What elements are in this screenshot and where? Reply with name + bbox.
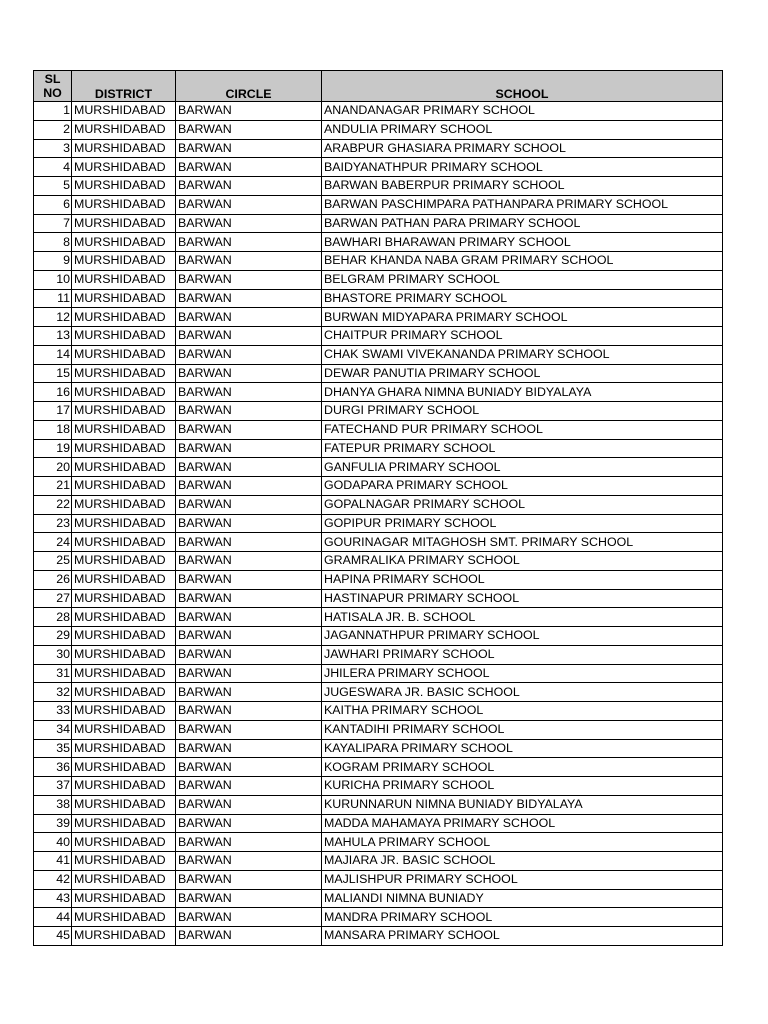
sl-no-cell: 12 (34, 308, 72, 327)
table-row (34, 852, 723, 871)
table-row (34, 439, 723, 458)
school-cell: KURUNNARUN NIMNA BUNIADY BIDYALAYA (322, 795, 723, 814)
table-row (34, 570, 723, 589)
district-cell: MURSHIDABAD (72, 833, 176, 852)
sl-no-cell: 22 (34, 495, 72, 514)
circle-cell: BARWAN (176, 402, 322, 421)
sl-no-cell: 11 (34, 289, 72, 308)
table-row (34, 927, 723, 946)
table-row (34, 458, 723, 477)
table-row (34, 308, 723, 327)
header-school: SCHOOL (322, 71, 723, 102)
school-cell: HATISALA JR. B. SCHOOL (322, 608, 723, 627)
sl-no-cell: 30 (34, 645, 72, 664)
school-cell: BARWAN PASCHIMPARA PATHANPARA PRIMARY SCHOOL (322, 195, 723, 214)
district-cell: MURSHIDABAD (72, 720, 176, 739)
sl-no-cell: 19 (34, 439, 72, 458)
school-cell: MANDRA PRIMARY SCHOOL (322, 908, 723, 927)
circle-cell: BARWAN (176, 683, 322, 702)
sl-no-cell: 17 (34, 402, 72, 421)
table-body (34, 102, 723, 946)
district-cell: MURSHIDABAD (72, 158, 176, 177)
table-row (34, 552, 723, 571)
district-cell: MURSHIDABAD (72, 533, 176, 552)
district-cell: MURSHIDABAD (72, 739, 176, 758)
school-cell: HAPINA PRIMARY SCHOOL (322, 570, 723, 589)
circle-cell: BARWAN (176, 177, 322, 196)
school-cell: BARWAN BABERPUR PRIMARY SCHOOL (322, 177, 723, 196)
district-cell: MURSHIDABAD (72, 608, 176, 627)
district-cell: MURSHIDABAD (72, 439, 176, 458)
circle-cell: BARWAN (176, 495, 322, 514)
table-row (34, 889, 723, 908)
district-cell: MURSHIDABAD (72, 402, 176, 421)
sl-no-cell: 44 (34, 908, 72, 927)
school-cell: BAWHARI BHARAWAN PRIMARY SCHOOL (322, 233, 723, 252)
sl-no-cell: 41 (34, 852, 72, 871)
circle-cell: BARWAN (176, 758, 322, 777)
sl-no-cell: 24 (34, 533, 72, 552)
circle-cell: BARWAN (176, 702, 322, 721)
school-cell: MAHULA PRIMARY SCHOOL (322, 833, 723, 852)
table-row (34, 158, 723, 177)
school-cell: ANANDANAGAR PRIMARY SCHOOL (322, 102, 723, 121)
school-cell: KAYALIPARA PRIMARY SCHOOL (322, 739, 723, 758)
circle-cell: BARWAN (176, 908, 322, 927)
school-cell: JHILERA PRIMARY SCHOOL (322, 664, 723, 683)
header-district: DISTRICT (72, 71, 176, 102)
sl-no-cell: 35 (34, 739, 72, 758)
sl-no-cell: 16 (34, 383, 72, 402)
district-cell: MURSHIDABAD (72, 477, 176, 496)
sl-no-cell: 25 (34, 552, 72, 571)
district-cell: MURSHIDABAD (72, 289, 176, 308)
sl-no-cell: 8 (34, 233, 72, 252)
school-cell: FATECHAND PUR PRIMARY SCHOOL (322, 420, 723, 439)
school-cell: GOPIPUR PRIMARY SCHOOL (322, 514, 723, 533)
sl-no-cell: 37 (34, 777, 72, 796)
district-cell: MURSHIDABAD (72, 814, 176, 833)
sl-no-cell: 26 (34, 570, 72, 589)
circle-cell: BARWAN (176, 439, 322, 458)
table-row (34, 739, 723, 758)
sl-no-cell: 34 (34, 720, 72, 739)
table-row (34, 533, 723, 552)
school-cell: MAJLISHPUR PRIMARY SCHOOL (322, 870, 723, 889)
school-cell: BARWAN PATHAN PARA PRIMARY SCHOOL (322, 214, 723, 233)
circle-cell: BARWAN (176, 664, 322, 683)
table-row (34, 589, 723, 608)
table-row (34, 777, 723, 796)
sl-no-cell: 3 (34, 139, 72, 158)
district-cell: MURSHIDABAD (72, 120, 176, 139)
district-cell: MURSHIDABAD (72, 627, 176, 646)
circle-cell: BARWAN (176, 889, 322, 908)
table-row (34, 345, 723, 364)
sl-no-cell: 5 (34, 177, 72, 196)
district-cell: MURSHIDABAD (72, 383, 176, 402)
district-cell: MURSHIDABAD (72, 270, 176, 289)
circle-cell: BARWAN (176, 777, 322, 796)
circle-cell: BARWAN (176, 589, 322, 608)
circle-cell: BARWAN (176, 139, 322, 158)
school-cell: BEHAR KHANDA NABA GRAM PRIMARY SCHOOL (322, 252, 723, 271)
district-cell: MURSHIDABAD (72, 102, 176, 121)
school-cell: BELGRAM PRIMARY SCHOOL (322, 270, 723, 289)
table-row (34, 814, 723, 833)
district-cell: MURSHIDABAD (72, 852, 176, 871)
circle-cell: BARWAN (176, 552, 322, 571)
sl-no-cell: 43 (34, 889, 72, 908)
sl-no-cell: 28 (34, 608, 72, 627)
circle-cell: BARWAN (176, 195, 322, 214)
table-row (34, 120, 723, 139)
table-row (34, 870, 723, 889)
district-cell: MURSHIDABAD (72, 589, 176, 608)
district-cell: MURSHIDABAD (72, 908, 176, 927)
district-cell: MURSHIDABAD (72, 233, 176, 252)
sl-no-cell: 27 (34, 589, 72, 608)
circle-cell: BARWAN (176, 458, 322, 477)
sl-no-cell: 9 (34, 252, 72, 271)
table-row (34, 177, 723, 196)
table-row (34, 795, 723, 814)
sl-no-cell: 40 (34, 833, 72, 852)
sl-no-cell: 10 (34, 270, 72, 289)
school-cell: MAJIARA JR. BASIC SCHOOL (322, 852, 723, 871)
school-cell: JAGANNATHPUR PRIMARY SCHOOL (322, 627, 723, 646)
sl-no-cell: 23 (34, 514, 72, 533)
school-cell: JAWHARI PRIMARY SCHOOL (322, 645, 723, 664)
district-cell: MURSHIDABAD (72, 345, 176, 364)
header-sl-no-line1: SL (44, 72, 61, 86)
table-row (34, 139, 723, 158)
sl-no-cell: 42 (34, 870, 72, 889)
school-cell: BURWAN MIDYAPARA PRIMARY SCHOOL (322, 308, 723, 327)
circle-cell: BARWAN (176, 120, 322, 139)
circle-cell: BARWAN (176, 270, 322, 289)
school-cell: KANTADIHI PRIMARY SCHOOL (322, 720, 723, 739)
sl-no-cell: 36 (34, 758, 72, 777)
sl-no-cell: 32 (34, 683, 72, 702)
header-circle: CIRCLE (176, 71, 322, 102)
circle-cell: BARWAN (176, 833, 322, 852)
table-row (34, 195, 723, 214)
school-cell: HASTINAPUR PRIMARY SCHOOL (322, 589, 723, 608)
sl-no-cell: 31 (34, 664, 72, 683)
circle-cell: BARWAN (176, 345, 322, 364)
school-cell: GOPALNAGAR PRIMARY SCHOOL (322, 495, 723, 514)
table-row (34, 364, 723, 383)
circle-cell: BARWAN (176, 870, 322, 889)
district-cell: MURSHIDABAD (72, 327, 176, 346)
circle-cell: BARWAN (176, 570, 322, 589)
table-row (34, 608, 723, 627)
table-row (34, 214, 723, 233)
district-cell: MURSHIDABAD (72, 195, 176, 214)
circle-cell: BARWAN (176, 102, 322, 121)
sl-no-cell: 14 (34, 345, 72, 364)
header-row (34, 71, 723, 102)
district-cell: MURSHIDABAD (72, 870, 176, 889)
circle-cell: BARWAN (176, 233, 322, 252)
table-row (34, 270, 723, 289)
table-row (34, 252, 723, 271)
circle-cell: BARWAN (176, 927, 322, 946)
school-list-table (33, 70, 723, 946)
circle-cell: BARWAN (176, 420, 322, 439)
school-cell: CHAITPUR PRIMARY SCHOOL (322, 327, 723, 346)
sl-no-cell: 1 (34, 102, 72, 121)
header-sl-no (34, 71, 72, 102)
circle-cell: BARWAN (176, 533, 322, 552)
sl-no-cell: 6 (34, 195, 72, 214)
circle-cell: BARWAN (176, 645, 322, 664)
sl-no-cell: 4 (34, 158, 72, 177)
school-cell: KURICHA PRIMARY SCHOOL (322, 777, 723, 796)
district-cell: MURSHIDABAD (72, 495, 176, 514)
school-cell: DEWAR PANUTIA PRIMARY SCHOOL (322, 364, 723, 383)
school-cell: JUGESWARA JR. BASIC SCHOOL (322, 683, 723, 702)
district-cell: MURSHIDABAD (72, 420, 176, 439)
circle-cell: BARWAN (176, 514, 322, 533)
circle-cell: BARWAN (176, 214, 322, 233)
sl-no-cell: 38 (34, 795, 72, 814)
district-cell: MURSHIDABAD (72, 308, 176, 327)
circle-cell: BARWAN (176, 814, 322, 833)
sl-no-cell: 33 (34, 702, 72, 721)
table-row (34, 102, 723, 121)
school-cell: KOGRAM PRIMARY SCHOOL (322, 758, 723, 777)
school-cell: ANDULIA PRIMARY SCHOOL (322, 120, 723, 139)
circle-cell: BARWAN (176, 852, 322, 871)
sl-no-cell: 20 (34, 458, 72, 477)
district-cell: MURSHIDABAD (72, 795, 176, 814)
header-sl-no-line2: NO (43, 86, 62, 100)
table-row (34, 289, 723, 308)
district-cell: MURSHIDABAD (72, 758, 176, 777)
table-row (34, 383, 723, 402)
district-cell: MURSHIDABAD (72, 177, 176, 196)
district-cell: MURSHIDABAD (72, 214, 176, 233)
school-cell: GRAMRALIKA PRIMARY SCHOOL (322, 552, 723, 571)
sl-no-cell: 39 (34, 814, 72, 833)
school-cell: DURGI PRIMARY SCHOOL (322, 402, 723, 421)
circle-cell: BARWAN (176, 252, 322, 271)
circle-cell: BARWAN (176, 364, 322, 383)
district-cell: MURSHIDABAD (72, 458, 176, 477)
table-row (34, 495, 723, 514)
table-row (34, 664, 723, 683)
table-row (34, 402, 723, 421)
sl-no-cell: 7 (34, 214, 72, 233)
circle-cell: BARWAN (176, 477, 322, 496)
school-cell: GOURINAGAR MITAGHOSH SMT. PRIMARY SCHOOL (322, 533, 723, 552)
school-cell: CHAK SWAMI VIVEKANANDA PRIMARY SCHOOL (322, 345, 723, 364)
sl-no-cell: 2 (34, 120, 72, 139)
school-cell: BHASTORE PRIMARY SCHOOL (322, 289, 723, 308)
district-cell: MURSHIDABAD (72, 664, 176, 683)
school-cell: ARABPUR GHASIARA PRIMARY SCHOOL (322, 139, 723, 158)
circle-cell: BARWAN (176, 739, 322, 758)
table-row (34, 627, 723, 646)
table-row (34, 683, 723, 702)
district-cell: MURSHIDABAD (72, 252, 176, 271)
table-header (34, 71, 723, 102)
table-row (34, 645, 723, 664)
sl-no-cell: 45 (34, 927, 72, 946)
circle-cell: BARWAN (176, 608, 322, 627)
district-cell: MURSHIDABAD (72, 683, 176, 702)
circle-cell: BARWAN (176, 795, 322, 814)
sl-no-cell: 15 (34, 364, 72, 383)
sl-no-cell: 18 (34, 420, 72, 439)
district-cell: MURSHIDABAD (72, 777, 176, 796)
district-cell: MURSHIDABAD (72, 139, 176, 158)
district-cell: MURSHIDABAD (72, 570, 176, 589)
circle-cell: BARWAN (176, 158, 322, 177)
table-row (34, 477, 723, 496)
table-row (34, 420, 723, 439)
school-cell: DHANYA GHARA NIMNA BUNIADY BIDYALAYA (322, 383, 723, 402)
sl-no-cell: 21 (34, 477, 72, 496)
school-cell: KAITHA PRIMARY SCHOOL (322, 702, 723, 721)
circle-cell: BARWAN (176, 383, 322, 402)
table-row (34, 908, 723, 927)
table-row (34, 514, 723, 533)
circle-cell: BARWAN (176, 720, 322, 739)
district-cell: MURSHIDABAD (72, 927, 176, 946)
table-row (34, 327, 723, 346)
table-row (34, 233, 723, 252)
school-cell: MANSARA PRIMARY SCHOOL (322, 927, 723, 946)
table-row (34, 702, 723, 721)
school-cell: MALIANDI NIMNA BUNIADY (322, 889, 723, 908)
district-cell: MURSHIDABAD (72, 645, 176, 664)
circle-cell: BARWAN (176, 627, 322, 646)
district-cell: MURSHIDABAD (72, 889, 176, 908)
circle-cell: BARWAN (176, 327, 322, 346)
table-row (34, 758, 723, 777)
sl-no-cell: 13 (34, 327, 72, 346)
district-cell: MURSHIDABAD (72, 552, 176, 571)
circle-cell: BARWAN (176, 308, 322, 327)
school-cell: GANFULIA PRIMARY SCHOOL (322, 458, 723, 477)
school-cell: GODAPARA PRIMARY SCHOOL (322, 477, 723, 496)
district-cell: MURSHIDABAD (72, 514, 176, 533)
table-row (34, 720, 723, 739)
circle-cell: BARWAN (176, 289, 322, 308)
district-cell: MURSHIDABAD (72, 702, 176, 721)
school-cell: BAIDYANATHPUR PRIMARY SCHOOL (322, 158, 723, 177)
table-row (34, 833, 723, 852)
sl-no-cell: 29 (34, 627, 72, 646)
school-cell: MADDA MAHAMAYA PRIMARY SCHOOL (322, 814, 723, 833)
district-cell: MURSHIDABAD (72, 364, 176, 383)
school-cell: FATEPUR PRIMARY SCHOOL (322, 439, 723, 458)
